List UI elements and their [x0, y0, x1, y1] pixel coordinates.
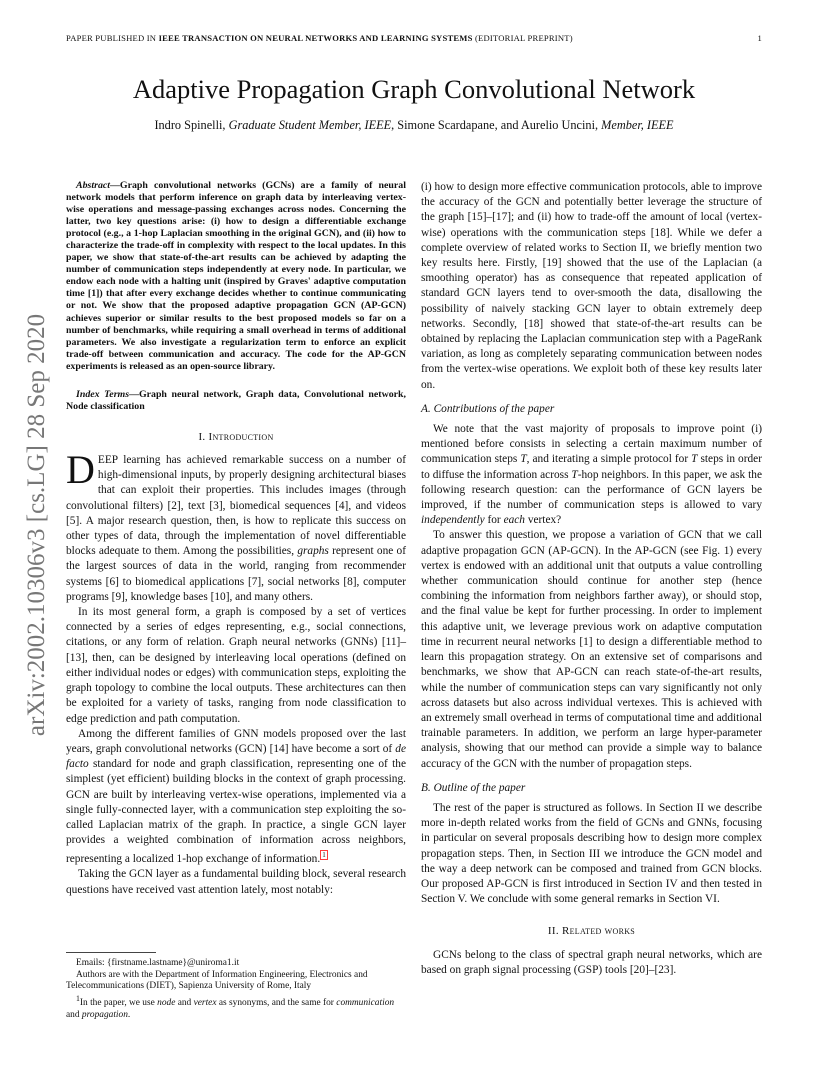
intro-paragraph-3 [66, 727, 406, 868]
footnote-emails: Emails: {firstname.lastname}@uniroma1.it [76, 958, 240, 968]
section-1-number: I. [198, 430, 206, 443]
contrib-p1-em2: each [503, 514, 525, 527]
outline-paragraph: The rest of the paper is structured as follows. In Section II we describe more in-depth related works from the field of GCNs and GNNs, focusing in particular on several proposals describing how to design more complex propagation steps. Then, in Section III we introduce the GCN model and the way a deep network can be composed and trained from GCN blocks. Our proposed AP-GCN is first introduced in Section IV and then tested in Section V. We conclude with some general remarks in Section VI. [421, 801, 762, 906]
header-journal: IEEE TRANSACTION ON NEURAL NETWORKS AND LEARNING SYSTEMS [158, 33, 473, 43]
intro-p3-em: de facto [66, 742, 406, 771]
footnote-1-a: In the paper, we use [79, 997, 155, 1008]
section-2-heading [421, 924, 762, 939]
footnotes [66, 952, 406, 1021]
footnote-1-mark: 1 [76, 993, 80, 1003]
footnote-affiliation: Authors are with the Department of Information Engineering, Electronics and Telecommunications (DIET), Sapienza University of Rome, Italy [66, 969, 368, 992]
author-1: Indro Spinelli, [154, 118, 226, 132]
abstract-text: —Graph convolutional networks (GCNs) are a family of neural network models that perform inference on graph data by interleaving vertex-wise operations and message-passing exchanges across nodes. Concerning the latter, two key questions arise: (i) how to design a differentiable exchange protocol (e.g., a 1-hop Laplacian smoothing in the original GCN), and (ii) how to characterize the trade-off in complexity with respect to the local updates. In this paper, we show that state-of-the-art results can be achieved by adapting the number of communication steps independently at every node. In particular, we endow each node with a halting unit (inspired by Graves' adaptive computation time [1]) that after every exchange decides whether to continue communicating or not. We show that the proposed adaptive propagation GCN (AP-GCN) achieves superior or similar results to the best proposed models so far on a number of benchmarks, while requiring a small overhead in terms of additional parameters. We also investigate a regularization term to enforce an explicit trade-off between communication and accuracy. The code for the AP-GCN experiments is released as an open-source library. [66, 180, 406, 372]
contrib-p1-d: -hop neighbors. In this paper, we ask the following research question: can the performance of GCN layers be improved, if the number of communication steps is allowed to vary [421, 468, 762, 512]
intro-p1-em: graphs [297, 545, 329, 558]
section-2-number: II. [547, 925, 559, 938]
math-T-3: T [571, 468, 578, 481]
intro-p1-lead: EEP learning has achieved remarkable success on a number of high-dimensional inputs, by properly designing architectural biases that can exploit their properties. This includes images (through convolutional filters) [2], text [3], biomedical sequences [4], and videos [5]. A major research question, then, is how to replicate this success on other types of data, through the implementation of novel differentiable blocks adequate to them. Among the possibilities, [66, 454, 406, 558]
left-column [66, 180, 406, 898]
subsection-a-heading: A. Contributions of the paper [421, 402, 555, 415]
footnote-1-link[interactable]: 1 [322, 851, 326, 860]
header-prefix: PAPER PUBLISHED IN [66, 33, 157, 43]
contrib-p1-b: , and iterating a simple protocol for [526, 453, 689, 466]
author-line [0, 118, 828, 133]
contrib-p1-c: steps in order to diffuse the information across [421, 453, 762, 481]
arxiv-stamp-text: arXiv:2002.10306v3 [cs.LG] 28 Sep 2020 [23, 313, 50, 737]
footnote-1-vertex: vertex [193, 997, 217, 1008]
intro-paragraph-4: Taking the GCN layer as a fundamental building block, several research questions have received vast attention lately, most notably: [66, 868, 406, 896]
contrib-paragraph-1 [421, 422, 762, 528]
index-terms [66, 389, 406, 413]
intro-paragraph-1 [66, 447, 406, 605]
contrib-paragraph-2: To answer this question, we propose a variation of GCN that we call adaptive propagation GCN (AP-GCN). In the AP-GCN (see Fig. 1) every vertex is endowed with an additional unit that outputs a value controlling whether communication should continue for another step (hence combining the information from neighbors farther away), or should stop, and the final value be kept for further processing. In order to implement this adaptive unit, we leverage previous work on adaptive computation time in recurrent neural networks [1] to design a differentiable method to learn this propagation strategy. On an extensive set of comparisons and benchmarks, we show that AP-GCN can reach state-of-the-art results, while the number of communication steps can vary significantly not only across datasets but also across individual vertexes. This is achieved with an extremely small overhead in terms of computational time and additional trainable parameters. In addition, we perform an large hyper-parameter analysis, showing that our method can provide a simple way to balance accuracy of the GCN with the number of propagation steps. [421, 529, 762, 770]
drop-cap: D [66, 447, 95, 493]
contrib-p1-a: We note that the vast majority of proposals to improve point (i) mentioned before consists in selecting a certain maximum number of communication steps [421, 423, 762, 466]
header-suffix: (EDITORIAL PREPRINT) [474, 33, 573, 43]
arxiv-stamp [14, 290, 60, 760]
author-1-role: Graduate Student Member, IEEE [228, 118, 392, 132]
intro-continuation: (i) how to design more effective communication protocols, able to improve the accuracy of the GCN and potentially better leverage the structure of the graph [15]–[17]; and (ii) how to trade-off the amount of local (vertex-wise) operations with the communication steps [18]. While we defer a complete overview of related works to Section II, we briefly mention two key results here. Firstly, [19] showed that the use of the Laplacian (a smoothing operator) has as consequence that repeated application of standard GCN layers tend to over-smooth the data, disallowing the possibility of naively stacking GCN layer to obtain extremely deep networks. Secondly, [18] showed that state-of-the-art results can be obtained by replacing the Laplacian communication step with a PageRank variation, as long as completely separating communication between nodes from the vertex-wise operations. We exploit both of these key results later on. [421, 181, 762, 391]
page-number: 1 [757, 33, 762, 43]
paper-title: Adaptive Propagation Graph Convolutional Network [132, 74, 696, 104]
math-T-2: T [691, 453, 698, 466]
footnote-rule [66, 952, 156, 953]
section-1-title: Introduction [208, 430, 274, 443]
footnote-1-b: as synonyms, and the same for [218, 997, 334, 1008]
footnote-1-end: . [127, 1009, 131, 1020]
subsection-b-heading: B. Outline of the paper [421, 781, 526, 794]
authors-role: Member, IEEE [601, 118, 674, 132]
footnote-1-node: node [157, 997, 176, 1008]
abstract-label: Abstract [76, 180, 111, 191]
footnote-1-and: and [177, 997, 192, 1008]
right-column [421, 180, 762, 978]
contrib-p1-em1: independently [421, 514, 485, 527]
intro-p1-tail: represent one of the largest sources of data in the world, ranging from recommender systems [6] to biomedical applications [7], social networks [8], computer programs [9], knowledge bases [10], and many others. [66, 545, 406, 603]
related-paragraph-1: GCNs belong to the class of spectral graph neural networks, which are based on graph signal processing (GSP) tools [20]–[23]. [421, 948, 762, 976]
abstract [66, 180, 406, 373]
contrib-p1-f: vertex? [527, 514, 562, 527]
index-terms-label: Index Terms [76, 388, 130, 400]
footnote-1-and2: and [66, 1009, 80, 1020]
contrib-p1-e: for [487, 514, 501, 527]
index-terms-text: —Graph neural network, Graph data, Convolutional network, Node classification [66, 388, 406, 412]
authors-rest: , Simone Scardapane, and Aurelio Uncini, [391, 118, 599, 132]
section-1-heading [66, 430, 406, 445]
footnote-1 [66, 993, 406, 1021]
running-header [66, 33, 762, 43]
section-2-title: Related works [561, 925, 636, 938]
intro-p3-b: standard for node and graph classification, representing one of the simplest (yet efficient) building blocks in the context of graph processing. GCN are built by interleaving vertex-wise operations, implemented via a single fully-connected layer, with a communication step exploiting the so-called Laplacian matrix of the graph. In practice, a single GCN layer provides a weighted combination of information across neighbors, representing a localized 1-hop exchange of information. [66, 758, 406, 866]
footnote-1-prop: propagation [81, 1009, 128, 1020]
footnote-1-comm: communication [336, 997, 395, 1008]
math-T-1: T [520, 453, 527, 466]
intro-paragraph-2: In its most general form, a graph is composed by a set of vertices connected by a series of edges representing, e.g., social connections, citations, or any form of relation. Graph neural networks (GNNs) [11]–[13], then, can be designed by interleaving local operations (defined on either individual nodes or edges) with communication steps, exploiting the graph topology to combine the local outputs. These architectures can then be exploited for a variety of tasks, ranging from node classification to edge prediction and path computation. [66, 606, 406, 725]
intro-p3-a: Among the different families of GNN models proposed over the last years, graph convolutional networks (GCN) [14] have become a sort of [66, 727, 406, 755]
